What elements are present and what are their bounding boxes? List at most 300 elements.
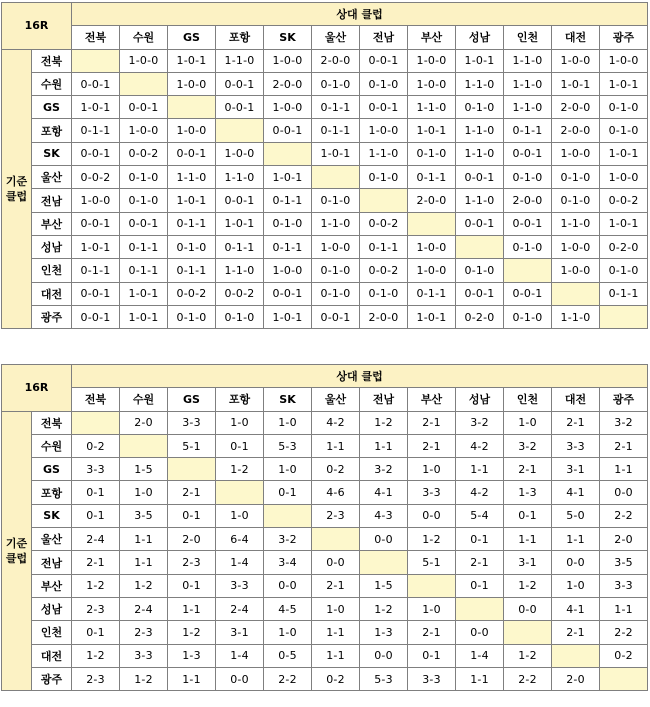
table-cell: 1-2 <box>408 528 456 551</box>
table-cell: 3-2 <box>360 458 408 481</box>
table-row <box>2 305 648 328</box>
table-cell: 1-0-1 <box>600 212 648 235</box>
table-row <box>2 49 648 72</box>
table-cell: 0-0-1 <box>360 49 408 72</box>
table-cell: 1-1 <box>168 667 216 690</box>
table-cell: 1-0-1 <box>600 72 648 95</box>
self-match-cell <box>216 481 264 504</box>
column-header: 대전 <box>552 26 600 49</box>
table-cell: 1-0-0 <box>264 96 312 119</box>
table-cell: 0-1 <box>72 481 120 504</box>
column-header: GS <box>168 388 216 411</box>
table-cell: 2-3 <box>72 597 120 620</box>
table-cell: 5-1 <box>408 551 456 574</box>
row-header: 울산 <box>32 528 72 551</box>
table-cell: 1-1 <box>360 434 408 457</box>
table-cell: 1-0 <box>504 411 552 434</box>
column-header: 포항 <box>216 26 264 49</box>
table-cell: 0-2-0 <box>600 235 648 258</box>
table-cell: 0-2 <box>72 434 120 457</box>
self-match-cell <box>552 282 600 305</box>
table-cell: 0-0-1 <box>216 96 264 119</box>
column-header: 광주 <box>600 26 648 49</box>
table-cell: 0-2 <box>312 458 360 481</box>
table-cell: 1-2 <box>504 574 552 597</box>
self-match-cell <box>408 212 456 235</box>
table-cell: 2-0-0 <box>504 189 552 212</box>
table-cell: 0-1 <box>168 504 216 527</box>
table-cell: 0-0 <box>408 504 456 527</box>
table-cell: 1-2 <box>504 644 552 667</box>
table-cell: 1-5 <box>360 574 408 597</box>
table-cell: 0-1 <box>264 481 312 504</box>
table-cell: 1-0-0 <box>168 72 216 95</box>
row-header: 포항 <box>32 119 72 142</box>
table-cell: 1-0-0 <box>408 49 456 72</box>
row-header: 성남 <box>32 597 72 620</box>
table-cell: 1-2 <box>168 621 216 644</box>
table-cell: 1-0-0 <box>312 235 360 258</box>
table-row <box>2 458 648 481</box>
self-match-cell <box>72 49 120 72</box>
head-to-head-score-table <box>1 364 648 691</box>
row-header: 대전 <box>32 644 72 667</box>
column-header: 광주 <box>600 388 648 411</box>
table-cell: 0-0-1 <box>120 212 168 235</box>
row-header: 수원 <box>32 72 72 95</box>
table-row <box>2 142 648 165</box>
table-cell: 1-1 <box>120 528 168 551</box>
table-cell: 6-4 <box>216 528 264 551</box>
column-header: 울산 <box>312 26 360 49</box>
table-cell: 0-0-1 <box>264 119 312 142</box>
table-cell: 1-1 <box>552 528 600 551</box>
table-cell: 0-1-0 <box>408 142 456 165</box>
table-row <box>2 411 648 434</box>
table-cell: 1-0 <box>264 458 312 481</box>
table-cell: 0-1-1 <box>264 189 312 212</box>
table-cell: 3-2 <box>504 434 552 457</box>
table-cell: 3-1 <box>216 621 264 644</box>
table-cell: 3-3 <box>168 411 216 434</box>
self-match-cell <box>120 434 168 457</box>
table-cell: 0-1-0 <box>120 189 168 212</box>
table-cell: 3-3 <box>552 434 600 457</box>
table-cell: 1-0-0 <box>408 72 456 95</box>
column-header: 수원 <box>120 26 168 49</box>
table-row <box>2 551 648 574</box>
table-cell: 0-1-1 <box>264 235 312 258</box>
column-header: SK <box>264 26 312 49</box>
table-cell: 1-0-1 <box>408 305 456 328</box>
table-cell: 0-0-1 <box>504 282 552 305</box>
self-match-cell <box>600 305 648 328</box>
table-cell: 1-0-0 <box>168 119 216 142</box>
table-cell: 2-0 <box>120 411 168 434</box>
table-cell: 0-0-1 <box>72 212 120 235</box>
column-header: 수원 <box>120 388 168 411</box>
self-match-cell <box>360 551 408 574</box>
table-cell: 0-1-1 <box>408 282 456 305</box>
table-cell: 1-1 <box>312 621 360 644</box>
table-cell: 1-2 <box>72 574 120 597</box>
table-cell: 0-1-0 <box>312 282 360 305</box>
table-cell: 3-3 <box>120 644 168 667</box>
table-cell: 0-0-1 <box>168 142 216 165</box>
table-cell: 1-0 <box>216 411 264 434</box>
table-cell: 0-1-0 <box>552 189 600 212</box>
table-cell: 1-0-0 <box>120 49 168 72</box>
table-cell: 0-1-0 <box>552 166 600 189</box>
table-cell: 2-4 <box>120 597 168 620</box>
table-cell: 0-1-0 <box>504 235 552 258</box>
table-row <box>2 259 648 282</box>
table-cell: 1-0-1 <box>168 189 216 212</box>
table-cell: 0-1 <box>504 504 552 527</box>
table-cell: 1-3 <box>504 481 552 504</box>
table-cell: 0-1-0 <box>168 235 216 258</box>
table-cell: 4-6 <box>312 481 360 504</box>
table-cell: 0-0-1 <box>72 305 120 328</box>
table-row <box>2 434 648 457</box>
table-cell: 1-0-0 <box>264 49 312 72</box>
table-cell: 0-1-0 <box>120 166 168 189</box>
table-cell: 1-0-1 <box>168 49 216 72</box>
table-cell: 1-0-1 <box>408 119 456 142</box>
column-header: 인천 <box>504 26 552 49</box>
table-row <box>2 189 648 212</box>
table-cell: 1-4 <box>456 644 504 667</box>
table-cell: 0-1-0 <box>312 189 360 212</box>
column-header: 대전 <box>552 388 600 411</box>
column-header: 전남 <box>360 388 408 411</box>
table-cell: 2-0-0 <box>264 72 312 95</box>
row-header: 부산 <box>32 212 72 235</box>
table-cell: 0-1-0 <box>360 282 408 305</box>
table-cell: 0-0 <box>552 551 600 574</box>
table-row <box>2 481 648 504</box>
table-cell: 2-1 <box>600 434 648 457</box>
table-cell: 0-0-1 <box>72 72 120 95</box>
table-cell: 2-2 <box>600 621 648 644</box>
table-cell: 2-4 <box>72 528 120 551</box>
self-match-cell <box>312 528 360 551</box>
table-cell: 3-4 <box>264 551 312 574</box>
table-cell: 2-1 <box>456 551 504 574</box>
table-cell: 1-1-0 <box>312 212 360 235</box>
table-cell: 2-0 <box>552 667 600 690</box>
base-club-label: 기준 클럽 <box>2 49 32 329</box>
table-cell: 2-0-0 <box>552 96 600 119</box>
table-cell: 1-1 <box>600 458 648 481</box>
table-cell: 1-0-1 <box>216 212 264 235</box>
table-cell: 0-1-1 <box>168 259 216 282</box>
table-cell: 0-0 <box>312 551 360 574</box>
round-label: 16R <box>2 3 72 50</box>
self-match-cell <box>360 189 408 212</box>
column-header: SK <box>264 388 312 411</box>
table-cell: 2-2 <box>504 667 552 690</box>
self-match-cell <box>504 259 552 282</box>
self-match-cell <box>504 621 552 644</box>
table-cell: 0-1-0 <box>168 305 216 328</box>
table-cell: 1-0-0 <box>552 49 600 72</box>
table-cell: 1-0-0 <box>552 259 600 282</box>
table-cell: 0-1-0 <box>360 72 408 95</box>
table-cell: 0-1-1 <box>72 119 120 142</box>
table-cell: 1-0-0 <box>552 235 600 258</box>
table-cell: 0-1-0 <box>600 96 648 119</box>
table-cell: 1-0 <box>216 504 264 527</box>
column-header: 전북 <box>72 26 120 49</box>
table-cell: 1-1-0 <box>504 49 552 72</box>
table-cell: 0-1-1 <box>312 96 360 119</box>
column-header: 울산 <box>312 388 360 411</box>
table-cell: 0-1-0 <box>504 305 552 328</box>
row-header: 전북 <box>32 411 72 434</box>
table-cell: 0-0-1 <box>360 96 408 119</box>
table-cell: 1-2 <box>360 411 408 434</box>
row-header: GS <box>32 96 72 119</box>
table-cell: 2-0 <box>600 528 648 551</box>
self-match-cell <box>264 142 312 165</box>
self-match-cell <box>456 235 504 258</box>
table-cell: 0-0-1 <box>120 96 168 119</box>
table-cell: 1-1 <box>168 597 216 620</box>
table-cell: 1-0-1 <box>552 72 600 95</box>
row-header: 인천 <box>32 259 72 282</box>
table-cell: 2-3 <box>120 621 168 644</box>
table-cell: 2-1 <box>504 458 552 481</box>
table-cell: 1-4 <box>216 644 264 667</box>
table-cell: 0-0-2 <box>360 212 408 235</box>
table-cell: 4-2 <box>456 434 504 457</box>
column-header: 성남 <box>456 26 504 49</box>
row-header: 대전 <box>32 282 72 305</box>
table-cell: 4-2 <box>312 411 360 434</box>
column-header: 부산 <box>408 388 456 411</box>
table-cell: 0-0-2 <box>168 282 216 305</box>
self-match-cell <box>72 411 120 434</box>
table-cell: 1-0-1 <box>312 142 360 165</box>
table-cell: 2-2 <box>264 667 312 690</box>
base-club-label: 기준 클럽 <box>2 411 32 691</box>
table-row <box>2 644 648 667</box>
table-cell: 3-1 <box>552 458 600 481</box>
table-cell: 1-0-0 <box>600 49 648 72</box>
table-row <box>2 597 648 620</box>
table-cell: 1-1-0 <box>216 49 264 72</box>
table-cell: 1-1-0 <box>360 142 408 165</box>
column-header: 전북 <box>72 388 120 411</box>
table-cell: 0-5 <box>264 644 312 667</box>
row-header: 울산 <box>32 166 72 189</box>
row-header: SK <box>32 504 72 527</box>
table-row <box>2 282 648 305</box>
table-cell: 2-1 <box>552 411 600 434</box>
row-header: 전남 <box>32 551 72 574</box>
column-header: GS <box>168 26 216 49</box>
table-cell: 2-0 <box>168 528 216 551</box>
table-cell: 2-1 <box>552 621 600 644</box>
table-cell: 1-1-0 <box>552 212 600 235</box>
table-cell: 0-1-0 <box>312 259 360 282</box>
table-cell: 2-4 <box>216 597 264 620</box>
table-cell: 3-2 <box>264 528 312 551</box>
table-cell: 3-3 <box>408 481 456 504</box>
column-header: 전남 <box>360 26 408 49</box>
table-row <box>2 119 648 142</box>
table-cell: 0-0-2 <box>216 282 264 305</box>
table-cell: 0-1-1 <box>168 212 216 235</box>
table-cell: 1-0 <box>408 458 456 481</box>
table-cell: 3-3 <box>600 574 648 597</box>
row-header: GS <box>32 458 72 481</box>
self-match-cell <box>120 72 168 95</box>
row-header: 부산 <box>32 574 72 597</box>
table-cell: 1-0 <box>120 481 168 504</box>
self-match-cell <box>168 96 216 119</box>
row-header: 광주 <box>32 305 72 328</box>
table-cell: 1-0-1 <box>600 142 648 165</box>
table-cell: 1-0-1 <box>264 305 312 328</box>
table-cell: 3-3 <box>72 458 120 481</box>
table-cell: 2-3 <box>312 504 360 527</box>
row-header: 전북 <box>32 49 72 72</box>
table-cell: 0-0 <box>360 644 408 667</box>
table-cell: 3-5 <box>120 504 168 527</box>
table-cell: 4-2 <box>456 481 504 504</box>
table-cell: 1-0-0 <box>216 142 264 165</box>
table-cell: 2-0-0 <box>312 49 360 72</box>
table-cell: 0-0-1 <box>456 282 504 305</box>
column-header: 인천 <box>504 388 552 411</box>
table-cell: 5-4 <box>456 504 504 527</box>
table-cell: 1-0 <box>264 411 312 434</box>
table-cell: 1-0-0 <box>552 142 600 165</box>
table-cell: 1-0-1 <box>456 49 504 72</box>
table-cell: 1-0-1 <box>120 282 168 305</box>
table-cell: 1-0 <box>312 597 360 620</box>
table-cell: 1-1-0 <box>168 166 216 189</box>
table-cell: 0-0-1 <box>72 142 120 165</box>
self-match-cell <box>456 597 504 620</box>
table-row <box>2 528 648 551</box>
table-cell: 3-5 <box>600 551 648 574</box>
table-cell: 1-2 <box>120 574 168 597</box>
table-cell: 0-1-0 <box>456 96 504 119</box>
table-cell: 0-0 <box>600 481 648 504</box>
table-cell: 1-1-0 <box>552 305 600 328</box>
table-cell: 1-5 <box>120 458 168 481</box>
table-cell: 0-0-1 <box>456 166 504 189</box>
table-cell: 1-0-0 <box>360 119 408 142</box>
table-cell: 0-1-0 <box>600 259 648 282</box>
self-match-cell <box>600 667 648 690</box>
self-match-cell <box>552 644 600 667</box>
table-cell: 0-1 <box>168 574 216 597</box>
table-cell: 1-1-0 <box>216 166 264 189</box>
self-match-cell <box>264 504 312 527</box>
table-cell: 1-1 <box>600 597 648 620</box>
table-cell: 0-1-0 <box>456 259 504 282</box>
table-cell: 1-0-0 <box>120 119 168 142</box>
table-cell: 0-0-2 <box>120 142 168 165</box>
table-cell: 1-2 <box>120 667 168 690</box>
table-cell: 0-1-0 <box>600 119 648 142</box>
table-cell: 0-1-1 <box>312 119 360 142</box>
round-label: 16R <box>2 365 72 412</box>
column-header: 포항 <box>216 388 264 411</box>
table-cell: 2-1 <box>408 621 456 644</box>
table-cell: 3-2 <box>600 411 648 434</box>
table-cell: 1-0 <box>264 621 312 644</box>
table-cell: 1-1 <box>312 644 360 667</box>
table-cell: 1-0-0 <box>408 259 456 282</box>
table-cell: 0-1-1 <box>360 235 408 258</box>
table-cell: 0-1-1 <box>72 259 120 282</box>
column-header: 부산 <box>408 26 456 49</box>
table-cell: 0-1-1 <box>408 166 456 189</box>
table-cell: 2-1 <box>408 411 456 434</box>
self-match-cell <box>168 458 216 481</box>
table-cell: 0-1 <box>72 504 120 527</box>
row-header: 광주 <box>32 667 72 690</box>
table-cell: 0-1 <box>72 621 120 644</box>
table-cell: 0-1 <box>216 434 264 457</box>
table-cell: 1-0-0 <box>72 189 120 212</box>
table-cell: 0-0-2 <box>600 189 648 212</box>
table-cell: 1-0 <box>552 574 600 597</box>
table-cell: 1-1 <box>456 458 504 481</box>
table-cell: 1-0-1 <box>120 305 168 328</box>
table-row <box>2 212 648 235</box>
table-cell: 1-2 <box>360 597 408 620</box>
table-cell: 0-1-0 <box>360 166 408 189</box>
table-cell: 1-1-0 <box>456 142 504 165</box>
table-cell: 0-0 <box>456 621 504 644</box>
table-cell: 0-0-1 <box>312 305 360 328</box>
table-cell: 5-3 <box>360 667 408 690</box>
table-cell: 5-0 <box>552 504 600 527</box>
table-cell: 1-1-0 <box>408 96 456 119</box>
table-row <box>2 166 648 189</box>
opponent-club-header: 상대 클럽 <box>72 365 648 388</box>
opponent-club-header: 상대 클럽 <box>72 3 648 26</box>
table-cell: 0-1-1 <box>120 259 168 282</box>
table-cell: 5-3 <box>264 434 312 457</box>
table-cell: 1-0-1 <box>72 235 120 258</box>
table-cell: 3-3 <box>408 667 456 690</box>
row-header: 수원 <box>32 434 72 457</box>
table-cell: 0-1-1 <box>504 119 552 142</box>
table-cell: 0-1-1 <box>120 235 168 258</box>
table-row <box>2 72 648 95</box>
table-cell: 0-2-0 <box>456 305 504 328</box>
self-match-cell <box>312 166 360 189</box>
table-cell: 0-1-1 <box>216 235 264 258</box>
table-cell: 2-0-0 <box>552 119 600 142</box>
table-cell: 0-0-1 <box>456 212 504 235</box>
table-row <box>2 235 648 258</box>
row-header: 전남 <box>32 189 72 212</box>
table-cell: 4-3 <box>360 504 408 527</box>
table-cell: 2-0-0 <box>408 189 456 212</box>
table-cell: 0-0 <box>360 528 408 551</box>
table-cell: 2-3 <box>72 667 120 690</box>
table-cell: 1-0-0 <box>600 166 648 189</box>
self-match-cell <box>216 119 264 142</box>
